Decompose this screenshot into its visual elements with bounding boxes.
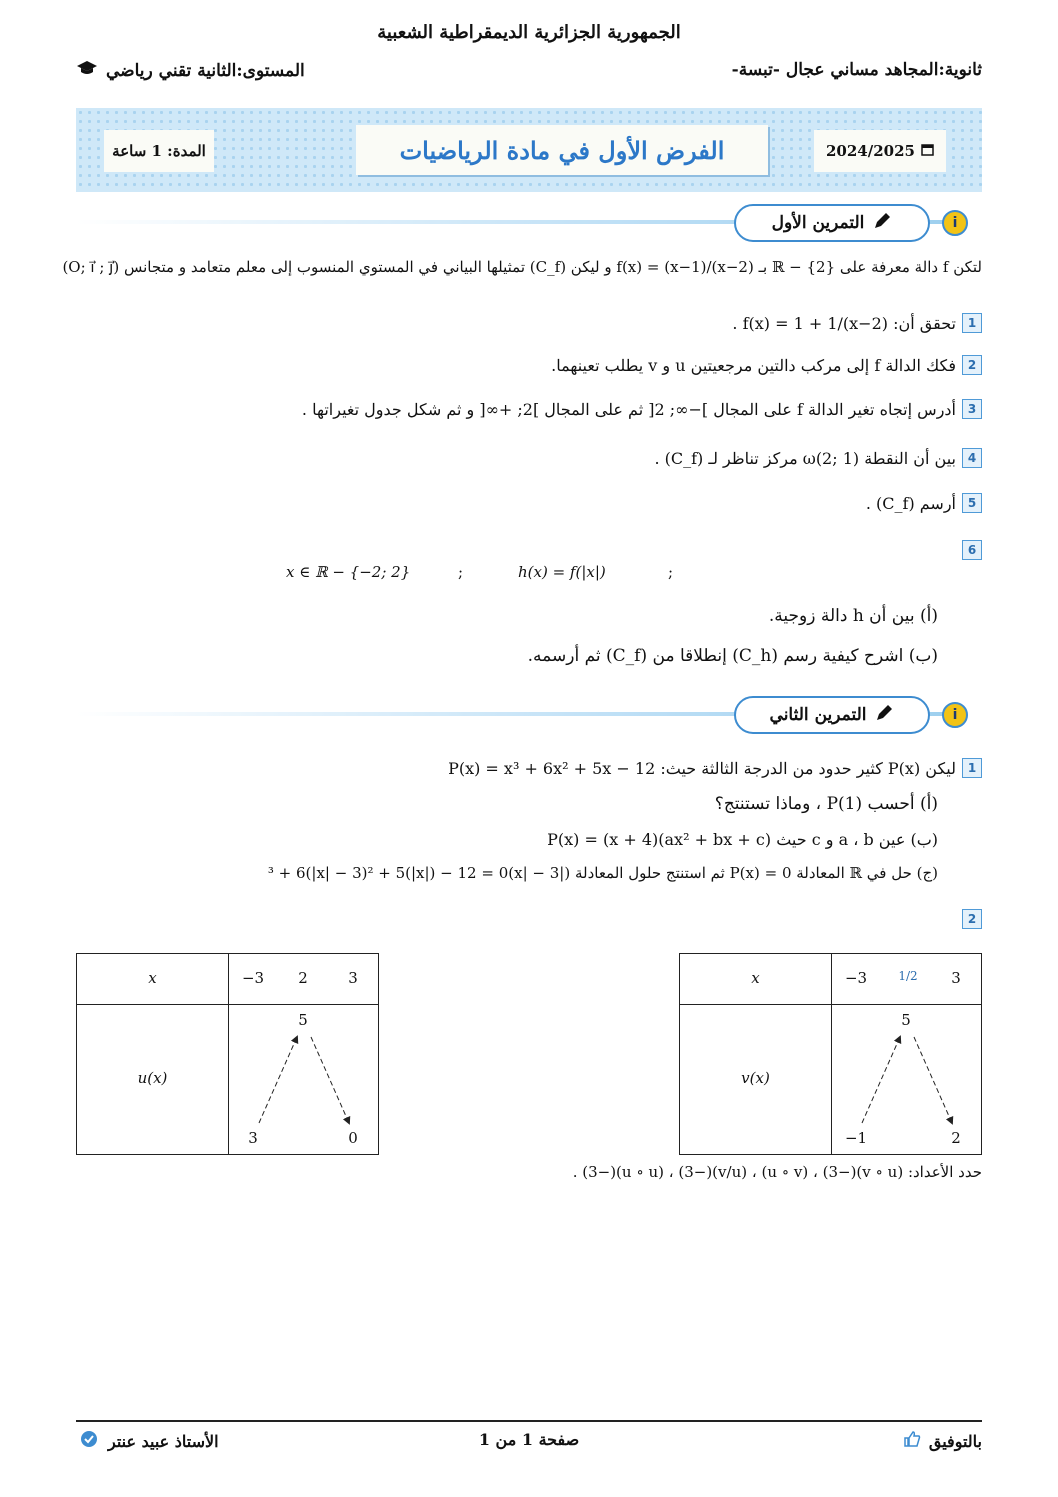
ex1-question-6 — [962, 540, 982, 560]
v-value: −1 — [844, 1129, 868, 1147]
question-number: 4 — [962, 448, 982, 468]
table-var: x — [751, 969, 760, 987]
table-func: u(x) — [137, 1069, 168, 1087]
question-number: 1 — [962, 313, 982, 333]
info-icon: i — [942, 210, 968, 236]
duration-box: المدة: 1 ساعة — [104, 130, 214, 172]
republic-title: الجمهورية الجزائرية الديمقراطية الشعبية — [377, 22, 681, 43]
ex1-question-6b: (ب) اشرح كيفية رسم (C_h) إنطلاقا من (C_f) ثم أرسمه. — [527, 646, 938, 666]
calendar-icon — [921, 142, 934, 160]
variation-table-v — [679, 953, 982, 1155]
page-number: صفحة 1 من 1 — [478, 1430, 580, 1449]
exercise1-heading — [734, 204, 930, 242]
x-value: −3 — [241, 969, 265, 987]
variation-arrows — [832, 1005, 982, 1155]
table-var: x — [148, 969, 157, 987]
question-text: فكك الدالة f إلى مركب دالتين مرجعيتين u و v يطلب تعينهما. — [551, 355, 956, 375]
question-number: 5 — [962, 493, 982, 513]
exercise2-heading — [734, 696, 930, 734]
x-value: 1/2 — [898, 969, 918, 983]
info-icon: i — [942, 702, 968, 728]
ex1-question-5 — [866, 493, 982, 513]
graduation-cap-icon — [76, 60, 98, 81]
ex2-question-1 — [448, 758, 982, 778]
footer-wish: بالتوفيق — [928, 1431, 982, 1451]
u-value: 0 — [348, 1129, 358, 1147]
v-value: 2 — [951, 1129, 961, 1147]
ex2-question-1a: (أ) أحسب P(1) ، وماذا تستنتج؟ — [714, 794, 938, 814]
ex2-question-2 — [962, 909, 982, 929]
exercise2-title: التمرين الثاني — [769, 705, 867, 725]
footer-left — [80, 1430, 219, 1452]
exercise1-title: التمرين الأول — [771, 213, 865, 233]
question-number: 3 — [962, 399, 982, 419]
x-value: 2 — [298, 969, 308, 987]
table-func: v(x) — [741, 1069, 770, 1087]
x-value: 3 — [348, 969, 358, 987]
q6-domain: x ∈ ℝ − {−2; 2} — [286, 563, 411, 581]
x-value: −3 — [844, 969, 868, 987]
question-text: أدرس إتجاه تغير الدالة f على المجال ]−∞; 2[ ثم على المجال ]2; +∞[ و ثم شكل جدول تغيراتها . — [301, 399, 956, 419]
year-box — [814, 130, 946, 172]
exam-banner — [76, 108, 982, 192]
ex1-question-4 — [654, 448, 982, 468]
ex2-conclusion: حدد الأعداد: (v ∘ u)(−3) ، (u ∘ v) ، (v/u)(−3) ، (u ∘ u)(−3) . — [572, 1163, 982, 1181]
question-text: تحقق أن: f(x) = 1 + 1/(x−2) . — [732, 313, 956, 333]
pencil-icon — [872, 211, 892, 236]
ex1-question-2 — [551, 355, 982, 375]
level-label — [76, 60, 305, 81]
u-value: 3 — [248, 1129, 258, 1147]
question-number: 2 — [962, 909, 982, 929]
level-text: المستوى:الثانية تقني رياضي — [106, 60, 305, 81]
question-text: بين أن النقطة ω(2; 1) مركز تناظر لـ (C_f) . — [654, 448, 956, 468]
question-text: أرسم (C_f) . — [865, 493, 956, 513]
variation-table-u — [76, 953, 379, 1155]
question-number: 1 — [962, 758, 982, 778]
ex1-question-1 — [732, 313, 982, 333]
q6-separator-2: ; — [668, 563, 674, 581]
x-value: 3 — [951, 969, 961, 987]
footer-rule — [76, 1420, 982, 1422]
question-number: 6 — [962, 540, 982, 560]
u-value: 5 — [298, 1011, 308, 1029]
verified-check-icon — [80, 1430, 98, 1452]
school-name: ثانوية:المجاهد مساني عجال -تبسة- — [731, 60, 982, 80]
ex1-question-6a: (أ) بين أن h دالة زوجية. — [768, 606, 938, 626]
q6-separator: ; — [458, 563, 464, 581]
year-text: 2024/2025 — [826, 142, 915, 160]
teacher-name: الأستاذ عبيد عنتر — [108, 1431, 219, 1451]
pencil-icon — [874, 703, 894, 728]
variation-arrows — [229, 1005, 379, 1155]
v-value: 5 — [901, 1011, 911, 1029]
exam-title: الفرض الأول في مادة الرياضيات — [356, 125, 768, 175]
ex2-question-1c: (ج) حل في ℝ المعادلة P(x) = 0 ثم استنتج حلول المعادلة (|x| − 3)³ + 6(|x| − 3)² + 5(|x|) − 12 = 0 — [267, 864, 938, 882]
ex1-question-3 — [302, 399, 982, 419]
question-number: 2 — [962, 355, 982, 375]
q6-function: h(x) = f(|x|) — [518, 563, 606, 581]
exercise1-intro: لتكن f دالة معرفة على ℝ − {2} بـ f(x) = (x−1)/(x−2) و ليكن (C_f) تمثيلها البياني في المستوي المنسوب إلى معلم متعامد و متجانس (O; i⃗ ; j⃗) — [62, 258, 982, 276]
question-text: ليكن P(x) كثير حدود من الدرجة الثالثة حيث: P(x) = x³ + 6x² + 5x − 12 — [448, 758, 956, 778]
ex2-question-1b: (ب) عين a ، b و c حيث P(x) = (x + 4)(ax² + bx + c) — [547, 830, 938, 849]
